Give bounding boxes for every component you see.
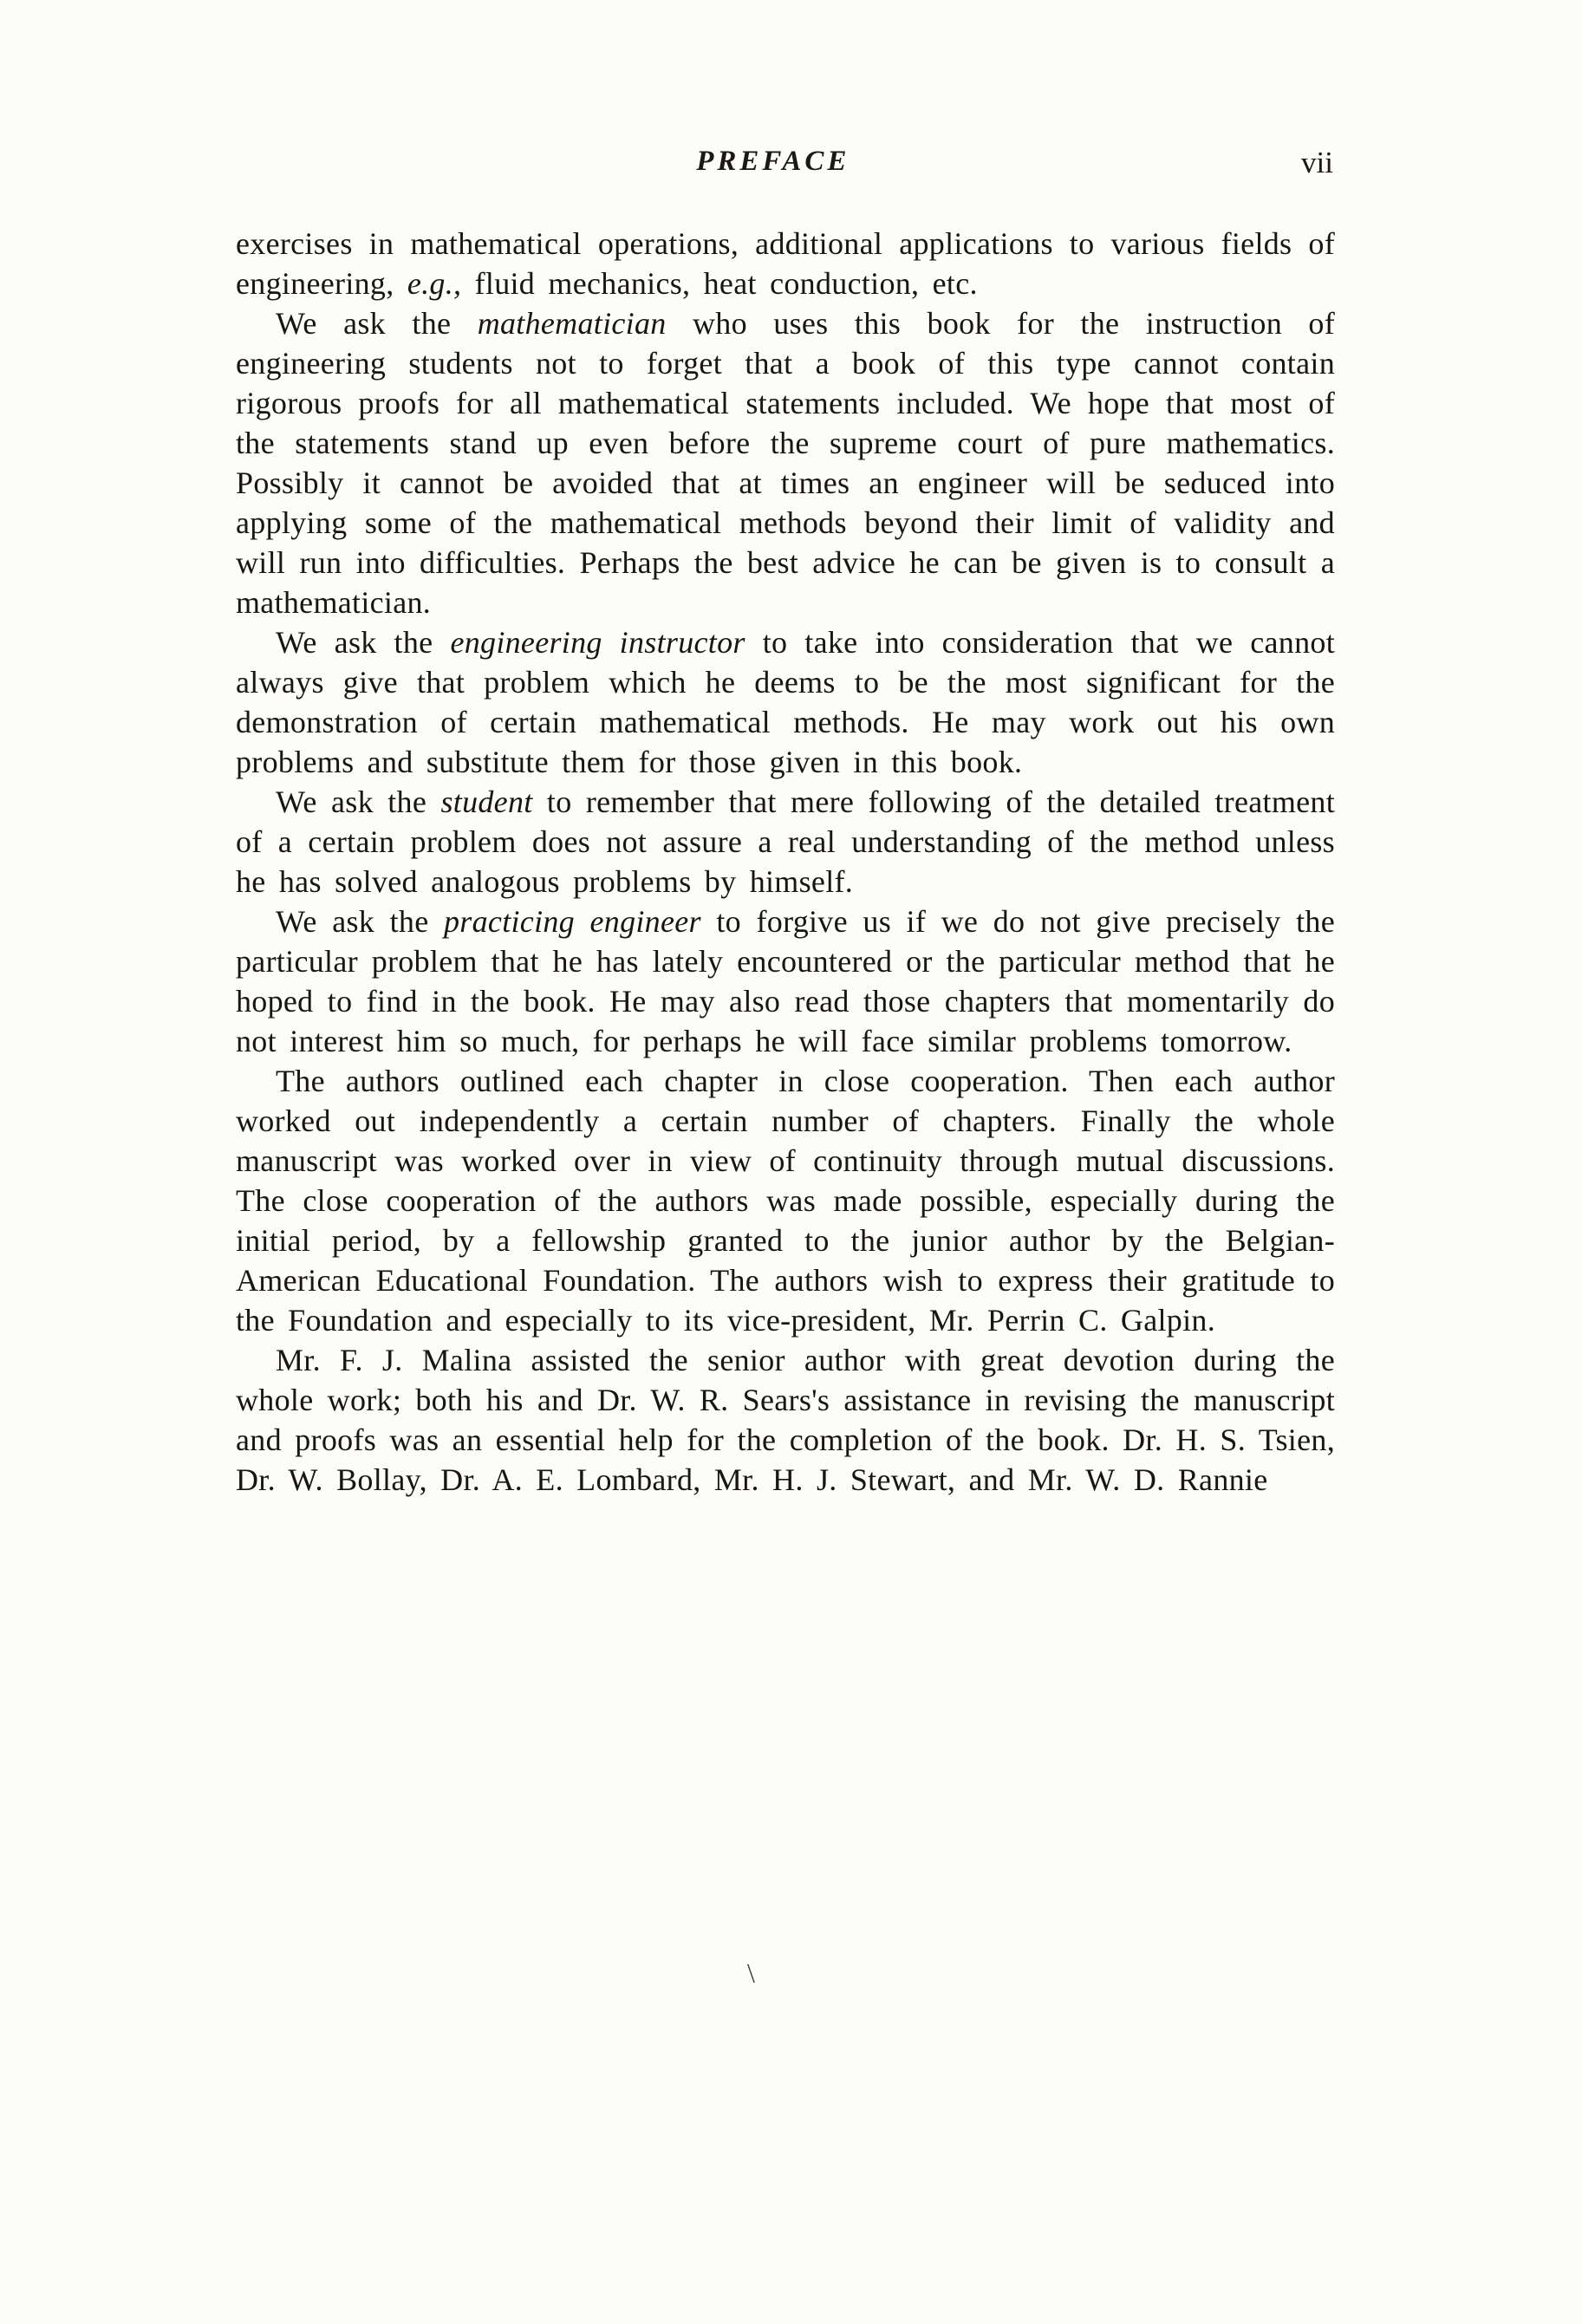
body-text-segment: We ask the: [276, 306, 478, 341]
italic-text: engineering instructor: [450, 625, 745, 660]
paragraph: [236, 224, 1335, 303]
body-text-segment: fluid mechanics, heat conduction, etc.: [461, 266, 978, 301]
body-text-segment: exercises in mathematical operations, additional applications to various fields of engineering,: [236, 226, 1335, 301]
paragraph: [236, 902, 1335, 1061]
body-text-segment: to remember that mere following of the detailed treatment of a certain problem does not assure a real understanding of the method unless he has solved analogous problems by himself.: [236, 784, 1335, 899]
paragraph: [236, 303, 1335, 622]
page-number: vii: [1301, 146, 1333, 179]
running-head: [236, 146, 1335, 184]
body-text-segment: The authors outlined each chapter in close cooperation. Then each author worked out independently a certain number of chapters. Finally the whole manuscript was worked over in view of continuity through mutual discussions. The close cooperation of the authors was made possible, especially during the initial period, by a fellowship granted to the junior author by the Belgian-American Educational Foundation. The authors wish to express their gratitude to the Foundation and especially to its vice-president, Mr. Perrin C. Galpin.: [236, 1064, 1335, 1338]
italic-text: practicing engineer: [444, 904, 701, 939]
italic-text: student: [440, 784, 533, 819]
page-body: [236, 224, 1335, 1500]
body-text-segment: We ask the: [276, 784, 441, 819]
paragraph: [236, 622, 1335, 782]
body-text-segment: We ask the: [276, 904, 444, 939]
italic-text: e.g.,: [407, 266, 462, 301]
scan-artifact: \: [747, 1957, 755, 1989]
body-text-segment: Mr. F. J. Malina assisted the senior author with great devotion during the whole work; both his and Dr. W. R. Sears's assistance in revising the manuscript and proofs was an essential help for the completion of the book. Dr. H. S. Tsien, Dr. W. Bollay, Dr. A. E. Lombard, Mr. H. J. Stewart, and Mr. W. D. Rannie: [236, 1343, 1335, 1497]
paragraph: [236, 782, 1335, 902]
page-title: PREFACE: [696, 146, 850, 177]
body-text-segment: We ask the: [276, 625, 451, 660]
body-text-segment: who uses this book for the instruction of engineering students not to forget that a book of this type cannot contain rigorous proofs for all mathematical statements included. We hope that most of the statements stand up even before the supreme court of pure mathematics. Possibly it cannot be avoided that at times an engineer will be seduced into applying some of the mathematical methods beyond their limit of validity and will run into difficulties. Perhaps the best advice he can be given is to consult a mathematician.: [236, 306, 1335, 620]
body-text-segment: to take into consideration that we cannot always give that problem which he deems to be the most significant for the demonstration of certain mathematical methods. He may work out his own problems and substitute them for those given in this book.: [236, 625, 1335, 779]
text-block: [236, 146, 1335, 1500]
paragraph: [236, 1340, 1335, 1500]
body-text-segment: to forgive us if we do not give precisely the particular problem that he has lately encountered or the particular method that he hoped to find in the book. He may also read those chapters that momentarily do not interest him so much, for perhaps he will face similar problems tomorrow.: [236, 904, 1335, 1058]
paragraph: [236, 1061, 1335, 1340]
italic-text: mathematician: [477, 306, 667, 341]
